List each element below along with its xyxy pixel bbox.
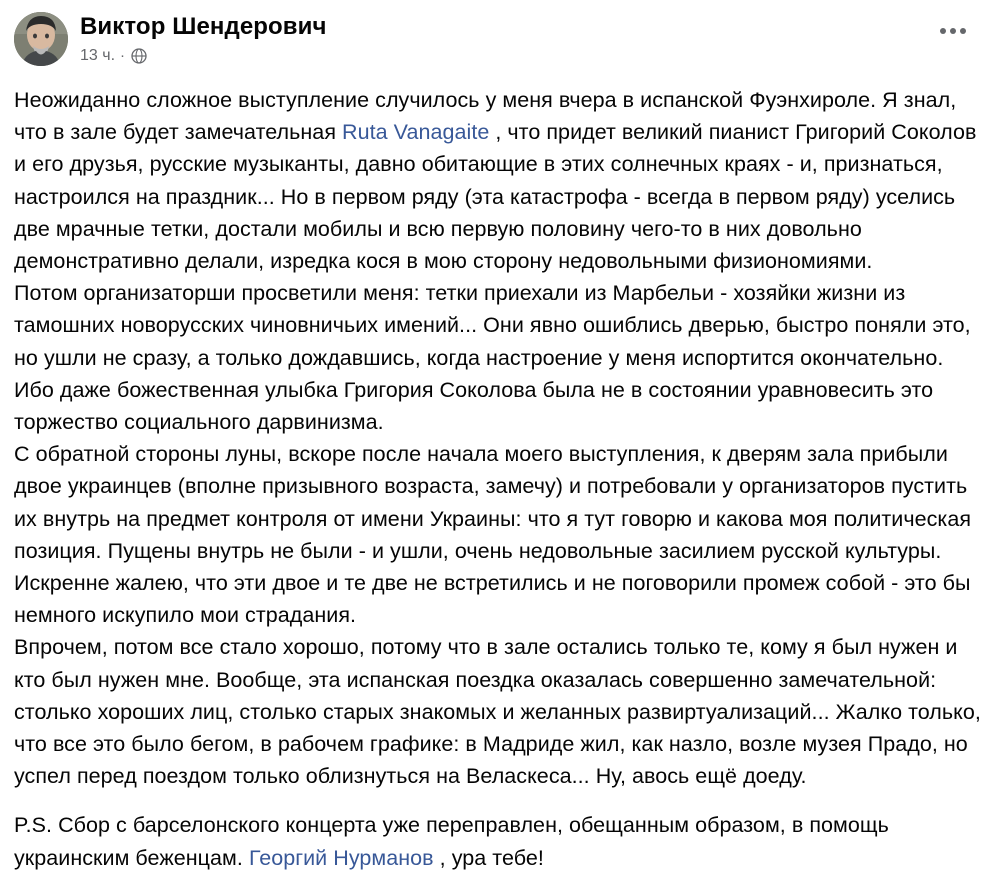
post-text-span: С обратной стороны луны, вскоре после начала моего выступления, к дверям зала прибыли двое украинцев (вполне призывного возраста, замечу) и потребовали у организаторов пустить их внутрь на предмет контроля от имени Украины: что я тут говорю и какова моя политическая позиция. Пущены внутрь не были - и ушли, очень недовольные засилием русской культуры. [14,442,972,563]
post-text-span: P.S. Сбор с барселонского концерта уже переправлен, обещанным образом, в помощь украинским беженцам. [14,813,889,870]
post-link[interactable]: Ruta Vanagaite [342,120,490,145]
post-header [14,10,982,72]
more-options-icon[interactable] [934,22,972,40]
post-timestamp[interactable]: 13 ч. [80,47,116,64]
post-text-span: Искренне жалею, что эти двое и те две не встретились и не поговорили промеж собой - это бы немного искупило мои страдания. [14,571,971,628]
globe-icon[interactable] [130,48,147,65]
post-text-span: Впрочем, потом все стало хорошо, потому что в зале остались только те, кому я был нужен и кто был нужен мне. Вообще, эта испанская поездка оказалась совершенно замечательной: столько хороших лиц, столько старых знакомых и желанных развиртуализаций... Жалко только, что все это было бегом, в рабочем графике: в Мадриде жил, как назло, возле музея Прадо, но успел перед поездом только облизнуться на Веласкеса... Ну, авось ещё доеду. [14,635,981,789]
post-paragraph [14,277,982,438]
post-paragraph [14,567,982,631]
author-name[interactable]: Виктор Шендерович [80,13,327,40]
post-text-span: , ура тебе! [433,845,544,870]
post-paragraph [14,631,982,792]
dot [960,28,966,34]
post-text-span: Потом организаторши просветили меня: тетки приехали из Марбельи - хозяйки жизни из тамошних новорусских чиновничьих имений... Они явно ошиблись дверью, быстро поняли это, но ушли не сразу, а только дождавшись, когда настроение у меня испортится окончательно. Ибо даже божественная улыбка Григория Соколова была не в состоянии уравновесить это торжество социального дарвинизма. [14,281,971,435]
post-link[interactable]: Георгий Нурманов [248,845,434,870]
post-paragraph [14,438,982,567]
post-paragraph [14,809,982,873]
meta-separator: · [120,47,126,64]
post-text-span: , что придет великий пианист Григорий Соколов и его друзья, русские музыканты, давно обитающие в этих солнечных краях - и, признаться, настроился на праздник... Но в первом ряду (эта катастрофа - всегда в первом ряду) уселись две мрачные тетки, достали мобилы и всю первую половину чего-то в них довольно демонстративно делали, изредка кося в мою сторону недовольными физиономиями. [14,120,977,274]
avatar[interactable] [14,12,68,66]
dot [940,28,946,34]
post-author-block [80,10,327,65]
post-paragraph [14,84,982,277]
dot [950,28,956,34]
post-text-span: Неожиданно сложное выступление случилось у меня вчера в испанской Фуэнхироле. Я знал, что в зале будет замечательная [14,88,957,145]
post-text [14,84,982,874]
post-meta [80,47,327,65]
